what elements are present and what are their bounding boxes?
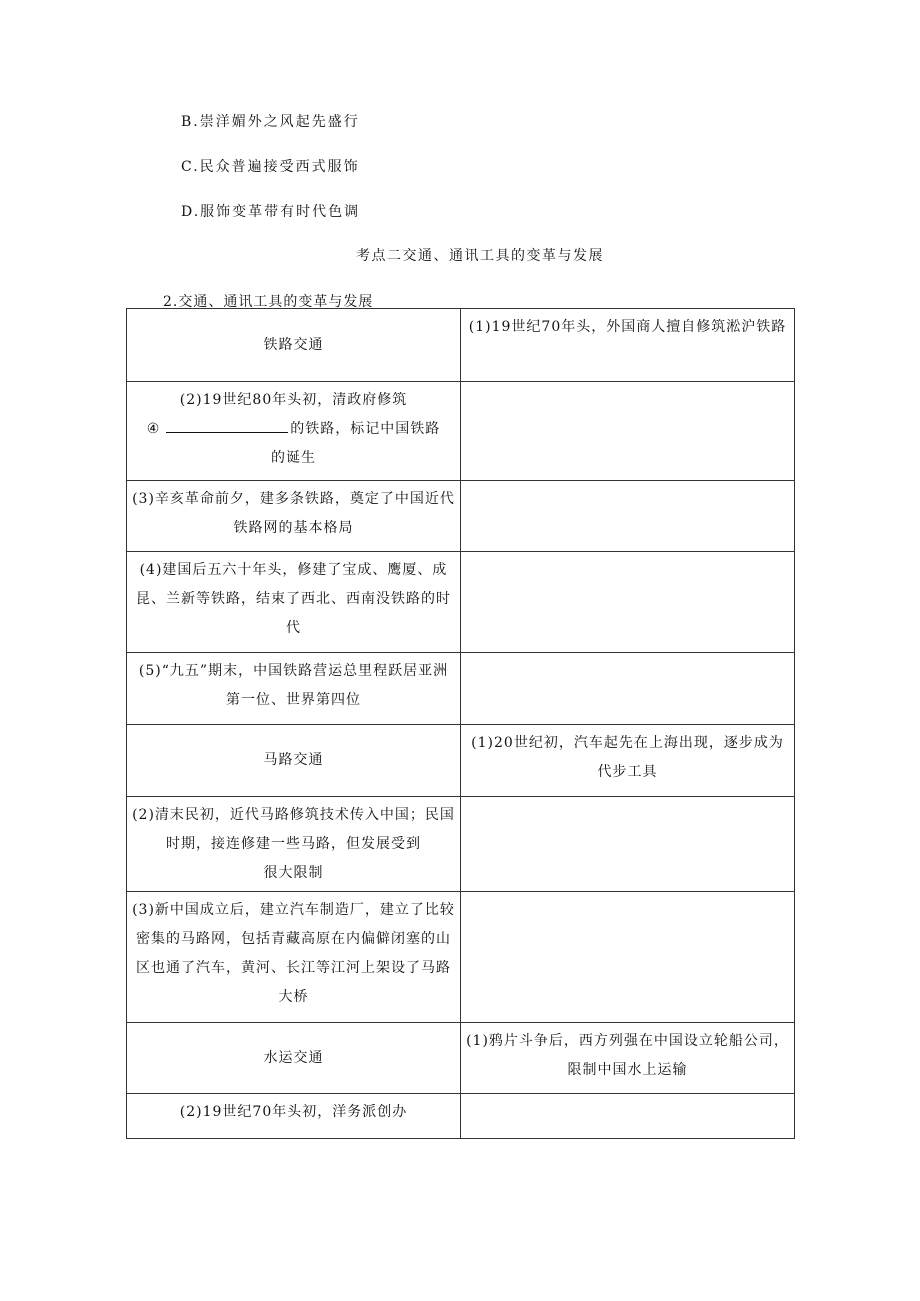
road-item-2-line-1: (2)清末民初，近代马路修筑技术传入中国；民国: [132, 807, 455, 823]
table-title: 2.交通、通讯工具的变革与发展: [163, 294, 374, 310]
table-row: [127, 797, 795, 892]
road-item-3-line-4: 大桥: [278, 989, 309, 1005]
railway-item-3: [127, 481, 461, 552]
railway-item-5-line-1: (5)“九五”期末，中国铁路营运总里程跃居亚洲: [138, 663, 449, 679]
empty-cell: [461, 481, 795, 552]
water-item-1: [461, 1023, 795, 1094]
water-label-text: 水运交通: [263, 1049, 324, 1066]
railway-item-3-line-1: (3)辛亥革命前夕，建多条铁路，奠定了中国近代: [132, 491, 455, 507]
road-item-2-line-3: 很大限制: [263, 865, 324, 881]
empty-cell: [461, 382, 795, 481]
table-row: [127, 892, 795, 1023]
railway-item-1-text: (1)19世纪70年头，外国商人擅自修筑淞沪铁路: [468, 319, 787, 335]
water-item-2: [127, 1094, 461, 1139]
water-label: [127, 1023, 461, 1094]
railway-item-2-line-3: 的诞生: [271, 450, 316, 466]
road-item-2: [127, 797, 461, 892]
circled-number-4: ④: [146, 421, 161, 437]
option-d: D.服饰变革带有时代色调: [181, 204, 361, 220]
railway-item-2-line-1: (2)19世纪80年头初，清政府修筑: [179, 392, 408, 408]
water-item-1-line-1: (1)鸦片斗争后，西方列强在中国设立轮船公司，: [466, 1033, 789, 1049]
table-row: [127, 309, 795, 382]
table-row: [127, 1023, 795, 1094]
road-item-3-line-1: (3)新中国成立后，建立汽车制造厂，建立了比较: [132, 902, 455, 918]
road-item-1: [461, 725, 795, 797]
table-row: [127, 481, 795, 552]
fill-in-blank: [166, 416, 288, 433]
empty-cell: [461, 797, 795, 892]
road-item-1-line-1: (1)20世纪初，汽车起先在上海出现，逐步成为: [471, 735, 784, 751]
railway-item-2: [127, 382, 461, 481]
railway-item-4-line-2: 昆、兰新等铁路，结束了西北、西南没铁路的时: [136, 591, 451, 607]
railway-item-1: [461, 309, 795, 382]
transport-table: [126, 308, 795, 1139]
railway-item-4-line-1: (4)建国后五六十年头，修建了宝成、鹰厦、成: [139, 562, 448, 578]
railway-item-5: [127, 653, 461, 725]
road-item-3-line-3: 区也通了汽车，黄河、长江等江河上架设了马路: [136, 960, 451, 976]
road-item-3-line-2: 密集的马路网，包括青藏高原在内偏僻闭塞的山: [136, 931, 451, 947]
table-row: [127, 552, 795, 653]
railway-item-2-line-2: [129, 415, 458, 444]
road-item-1-line-2: 代步工具: [597, 764, 658, 780]
road-label-text: 马路交通: [263, 752, 324, 768]
railway-item-3-line-2: 铁路网的基本格局: [233, 520, 354, 536]
section-title: 考点二交通、通讯工具的变革与发展: [356, 248, 604, 264]
table-row: [127, 1094, 795, 1139]
empty-cell: [461, 552, 795, 653]
empty-cell: [461, 653, 795, 725]
railway-item-4: [127, 552, 461, 653]
railway-item-2-suffix: 的铁路，标记中国铁路: [290, 421, 441, 437]
option-c: C.民众普遍接受西式服饰: [181, 159, 360, 175]
table-row: [127, 653, 795, 725]
road-item-3: [127, 892, 461, 1023]
railway-label-text: 铁路交通: [263, 336, 324, 353]
water-item-1-line-2: 限制中国水上运输: [567, 1062, 688, 1078]
water-item-2-line-1: (2)19世纪70年头初，洋务派创办: [179, 1104, 408, 1120]
empty-cell: [461, 892, 795, 1023]
road-item-2-line-2: 时期，接连修建一些马路，但发展受到: [166, 836, 421, 852]
railway-item-4-line-3: 代: [286, 620, 301, 636]
table-row: [127, 382, 795, 481]
road-label: [127, 725, 461, 797]
empty-cell: [461, 1094, 795, 1139]
railway-item-5-line-2: 第一位、世界第四位: [226, 692, 361, 708]
table-row: [127, 725, 795, 797]
railway-label: [127, 309, 461, 382]
option-b: B.崇洋媚外之风起先盛行: [181, 114, 360, 130]
